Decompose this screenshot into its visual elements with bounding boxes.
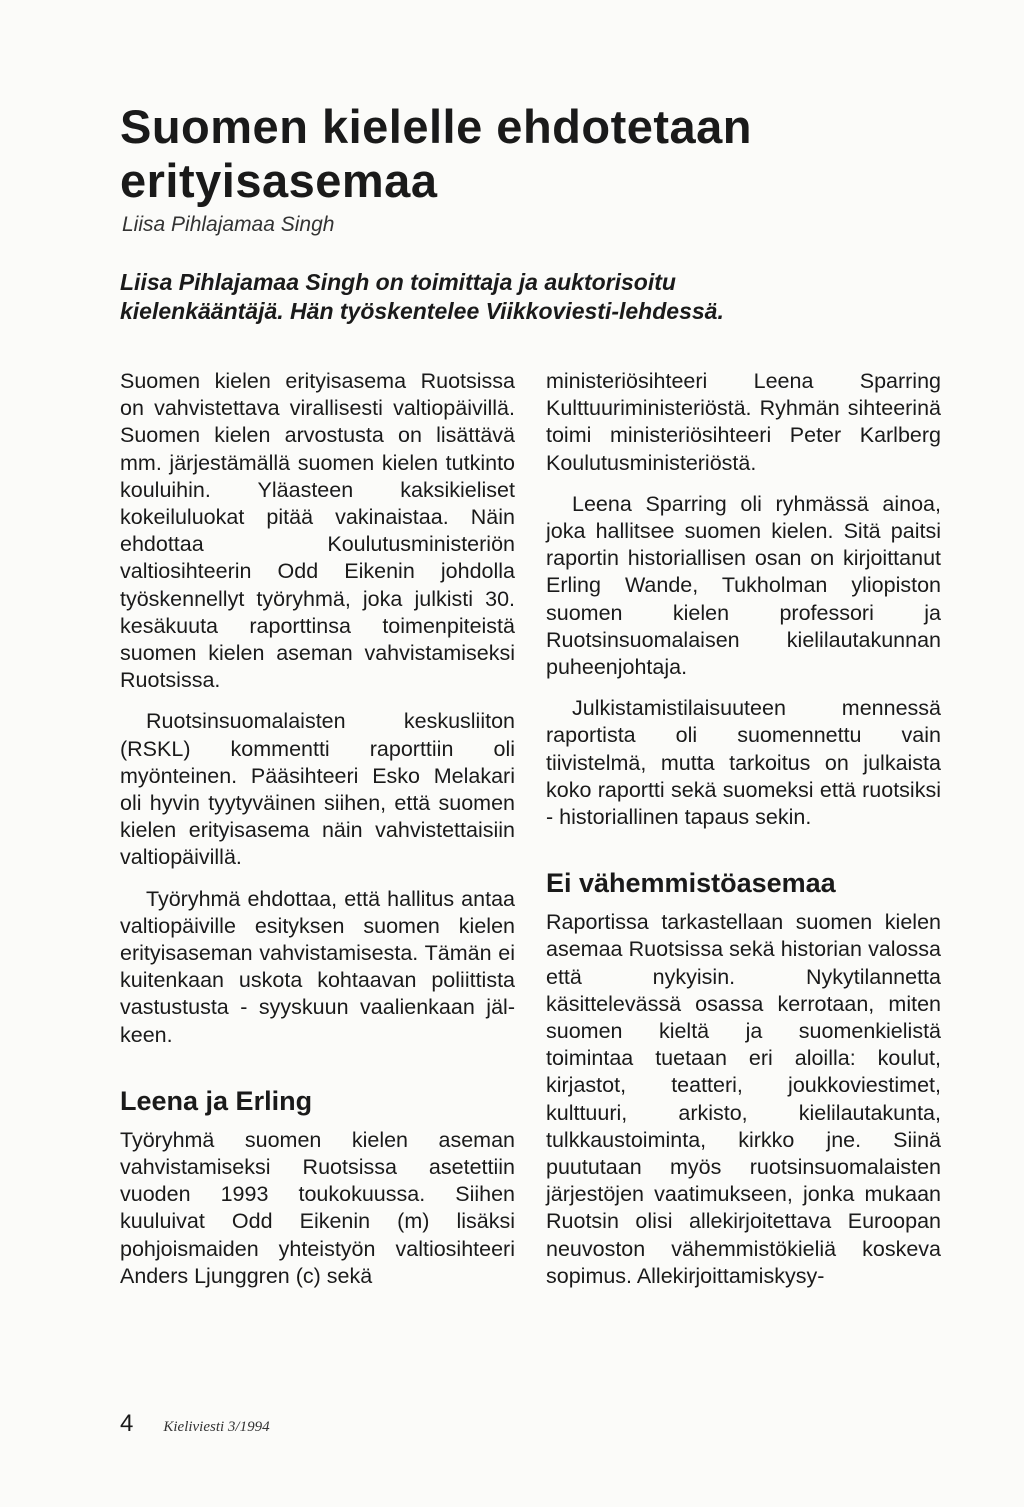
body-paragraph: Suomen kielen erityisasema Ruotsissa on vahvistettava virallisesti valtiopäivillä. Suomen kielen arvostusta on lisättävä mm. järjestämällä suomen kielen tutkinto kouluihin. Yläasteen kaksikieliset kokeiluluokat pitää vakinaistaa. Näin ehdottaa Koulutusministeriön valtiosihteerin Odd Eikenin johdolla työskennellyt työryhmä, joka julkisti 30. kesäkuuta raporttinsa toimenpiteistä suomen kielen aseman vahvistamiseksi Ruotsissa.	[120, 369, 515, 693]
body-paragraph: Ruotsinsuomalaisten keskusliiton (RSKL) kommentti raporttiin oli myönteinen. Pääsihteeri Esko Melakari oli hyvin tyytyväinen siihen, että suomen kielen erityisasema näin vahvistettaisiin valtiopäivillä.	[120, 709, 515, 870]
author-byline: Liisa Pihlajamaa Singh	[122, 213, 335, 236]
body-paragraph: Työryhmä suomen kielen aseman vahvistamiseksi Ruotsissa asetettiin vuoden 1993 toukokuussa. Siihen kuuluivat Odd Eikenin (m) lisäksi pohjoismaiden yhteistyön valtiosihteeri Anders Ljunggren (c) sekä	[120, 1127, 515, 1288]
right-column	[546, 368, 941, 1304]
body-paragraph: Työryhmä ehdottaa, että hallitus antaa valtiopäiville esityksen suomen kielen erityisaseman vahvistamisesta. Tämän ei kuitenkaan uskota kohtaavan poliittista vastustusta - syyskuun vaalienkaan jälkeen.	[120, 886, 515, 1047]
page-number: 4	[120, 1410, 134, 1437]
body-paragraph: ministeriösihteeri Leena Sparring Kulttuuriministeriöstä. Ryhmän sihteerinä toimi ministeriösihteeri Peter Karlberg Koulutusministeriöstä.	[546, 369, 941, 475]
body-paragraph: Leena Sparring oli ryhmässä ainoa, joka hallitsee suomen kielen. Sitä paitsi raportin historiallisen osan on kirjoittanut Erling Wande, Tukholman yliopiston suomen kielen professori ja Ruotsinsuomalaisen kielilautakunnan puheenjohtaja.	[546, 491, 941, 680]
body-paragraph: Julkistamistilaisuuteen mennessä raportista oli suomennettu vain tiivistelmä, mutta tarkoitus on julkaista koko raportti sekä suomeksi että ruotsiksi - historiallinen tapaus sekin.	[546, 696, 941, 830]
article-title: Suomen kielelle ehdotetaan erityisasemaa	[120, 100, 753, 207]
page-footer	[120, 1410, 270, 1438]
lead-paragraph: Liisa Pihlajamaa Singh on toimittaja ja auktorisoitu kielenkääntäjä. Hän työskentelee Viikkoviesti-lehdessä.	[120, 269, 724, 324]
body-paragraph: Raportissa tarkastellaan suomen kielen asemaa Ruotsissa sekä historian valossa että nykyisin. Nykytilannetta käsittelevässä osassa kerrotaan, miten suomen kieltä ja suomenkielistä toimintaa tuetaan eri aloilla: koulut, kirjastot, teatteri, joukkoviestimet, kulttuuri, arkisto, kielilautakunta, tulkkaustoiminta, kirkko jne. Siinä puututaan myös ruotsinsuomalaisten järjestöjen vaatimukseen, jonka mukaan Ruotsin olisi allekirjoitettava Euroopan neuvoston vähemmistökieliä koskeva sopimus. Allekirjoittamiskysy-	[546, 910, 941, 1288]
left-column	[120, 368, 515, 1304]
issue-label: Kieliviesti 3/1994	[163, 1419, 270, 1435]
section-heading: Ei vähemmistöasemaa	[546, 868, 836, 899]
section-heading: Leena ja Erling	[120, 1085, 313, 1116]
